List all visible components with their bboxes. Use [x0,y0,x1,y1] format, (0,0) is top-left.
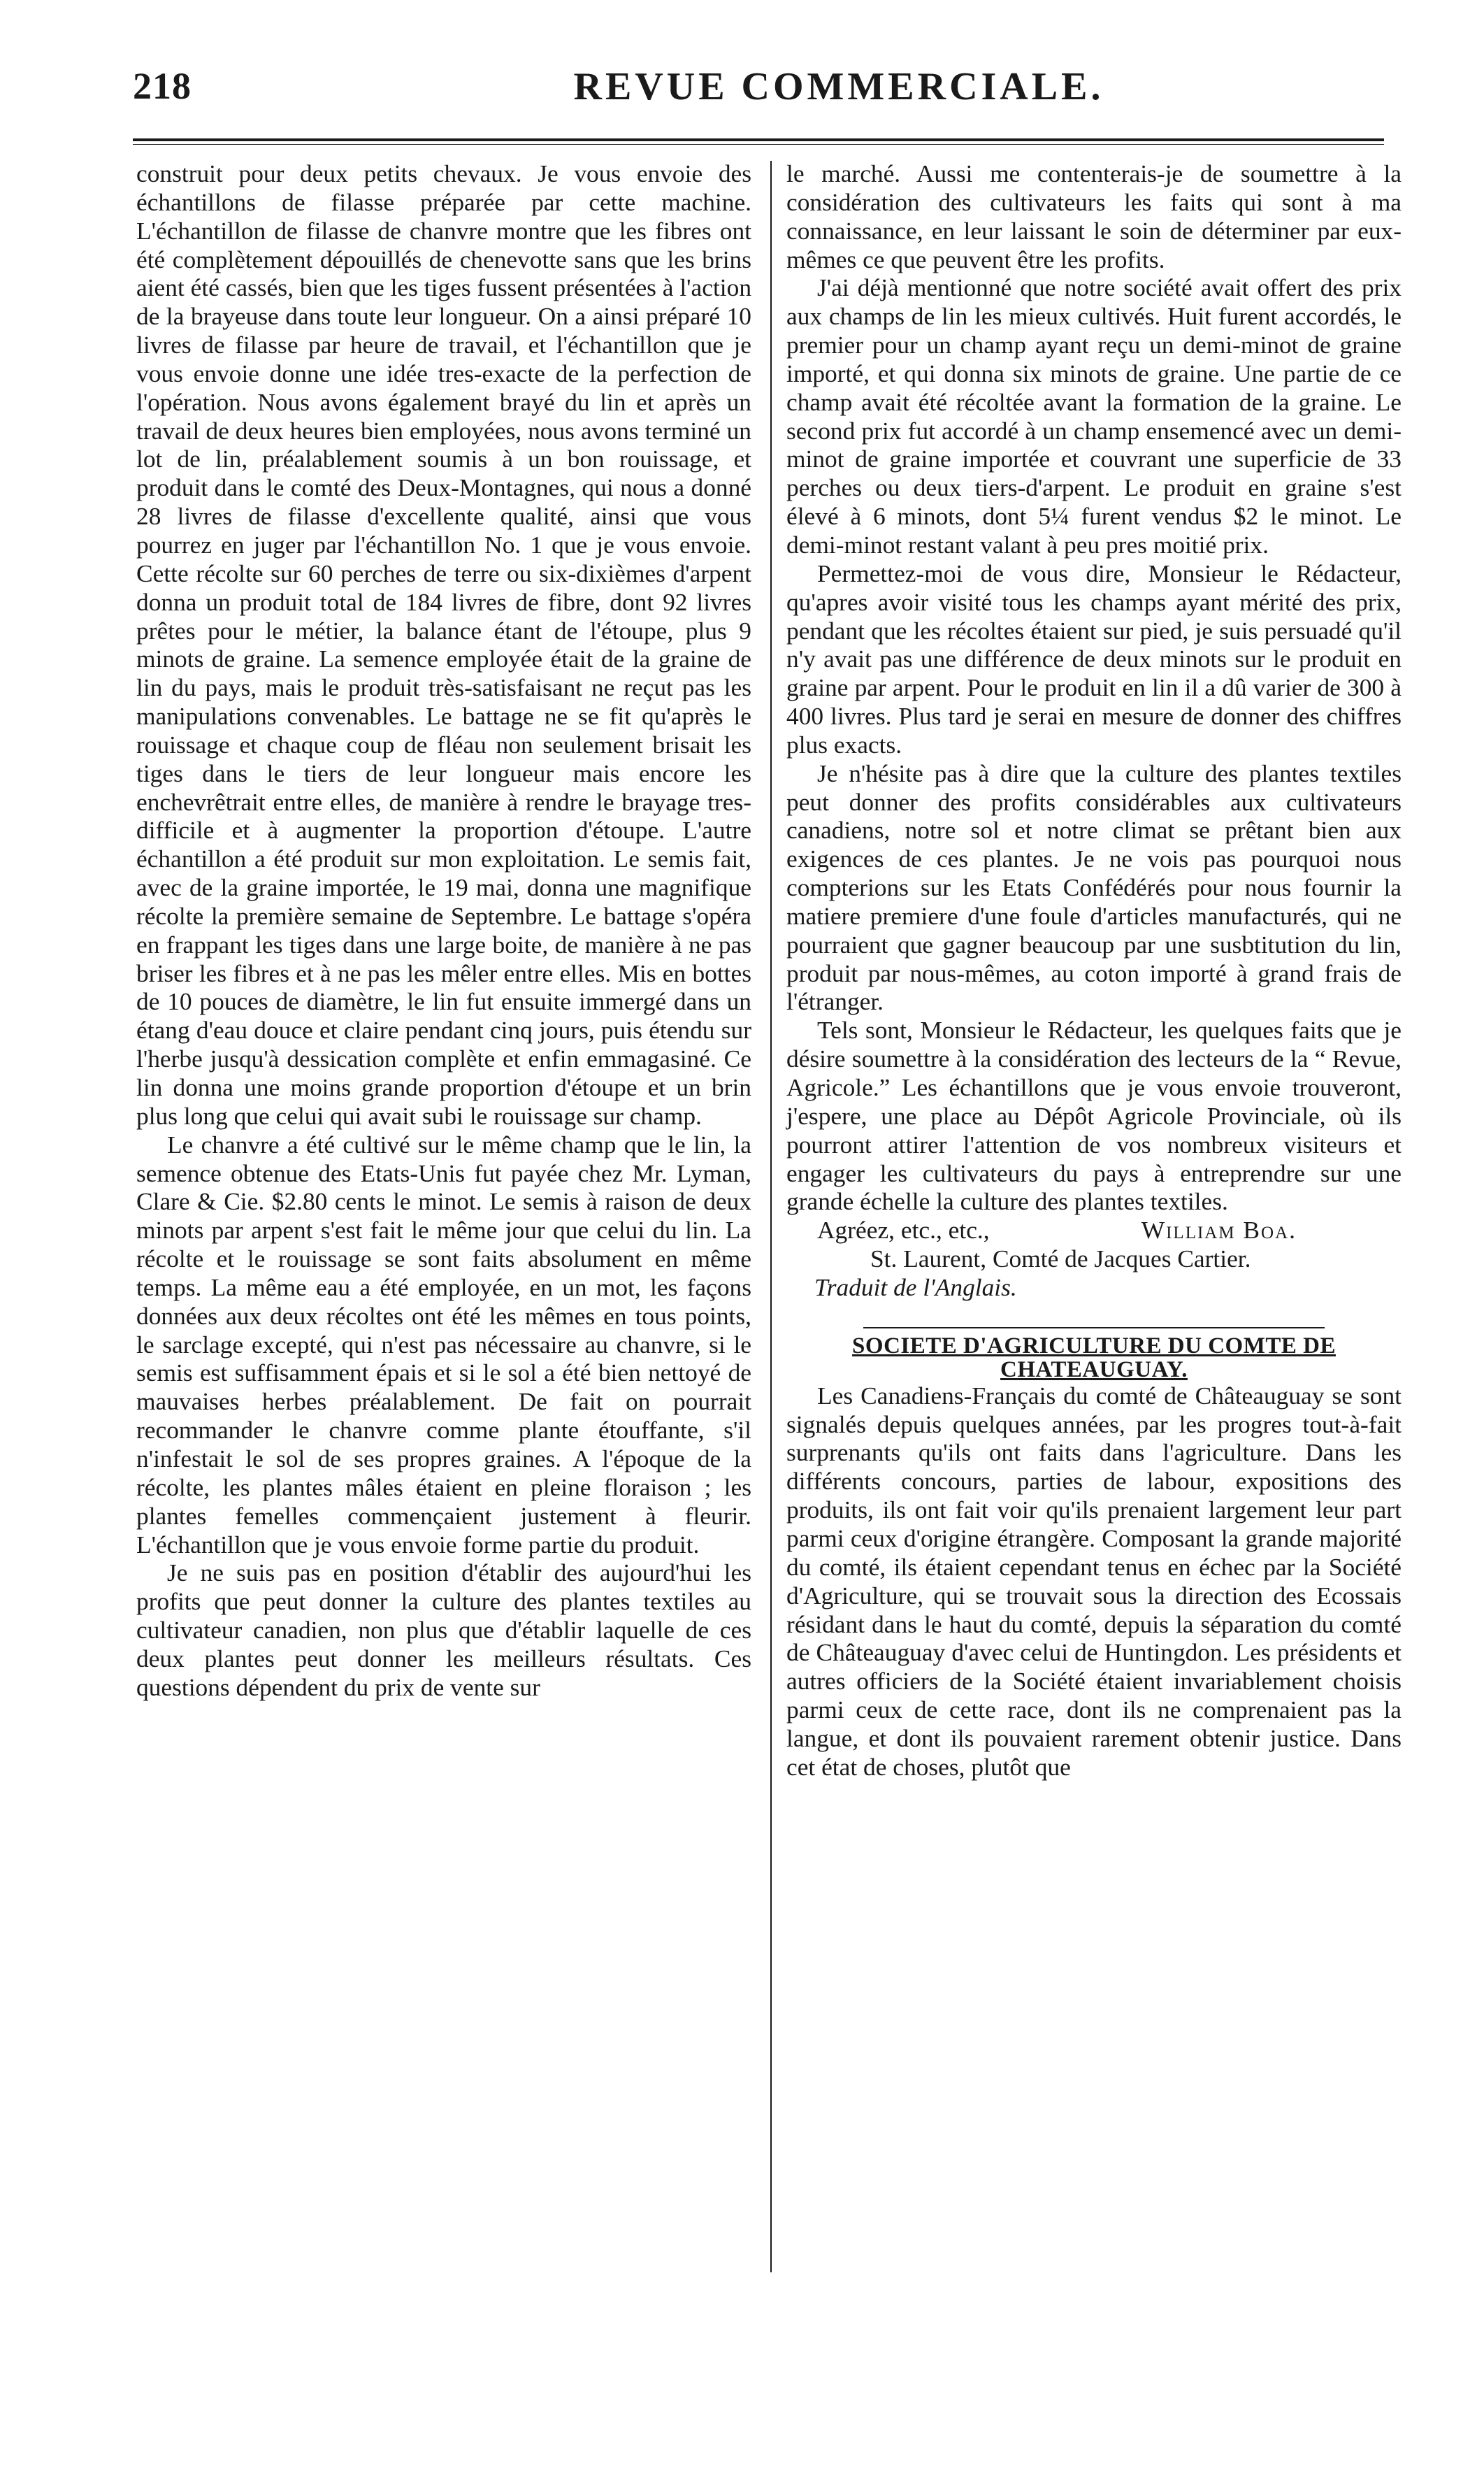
column-divider [770,161,772,2272]
signoff-greeting-line [786,1216,1402,1245]
paragraph: Les Canadiens-Français du comté de Châteauguay se sont signalés depuis quelques années, par les progres tout-à-fait surprenants qu'ils ont faits dans l'agriculture. Dans les différents concours, parties de labour, expositions des produits, ils ont fait voir qu'ils prenaient largement leur part parmi ceux d'origine étrangère. Composant la grande majorité du comté, ils étaient cependant tenus en échec par la Société d'Agriculture, qui se trouvait sous la direction des Ecossais résidant dans le haut du comté, depuis la séparation du comté de Châteauguay d'avec celui de Huntingdon. Les présidents et autres officiers de la Société étaient invariablement choisis parmi ceux de cette race, dont ils ne comprenaient pas la langue, et dont ils pouvaient rarement obtenir justice. Dans cet état de choses, plutôt que [786,1381,1402,1781]
paragraph: Je ne suis pas en position d'établir des aujourd'hui les profits que peut donner la culture des plantes textiles au cultivateur canadien, non plus que d'établir laquelle de ces deux plantes peut donner les meilleurs résultats. Ces questions dépendent du prix de vente sur [136,1558,751,1701]
paragraph: Tels sont, Monsieur le Rédacteur, les quelques faits que je désire soumettre à la considération des lecteurs de la “ Revue, Agricole.” Les échantillons que je vous envoie trouveront, j'espere, une place au Dépôt Agricole Provinciale, où ils pourront attirer l'attention de vos nombreux visiteurs et engager les cultivateurs du pays à entreprendre sur une grande échelle la culture des plantes textiles. [786,1016,1402,1216]
signoff-place: St. Laurent, Comté de Jacques Cartier. [870,1245,1251,1273]
paragraph: J'ai déjà mentionné que notre société avait offert des prix aux champs de lin les mieux cultivés. Huit furent accordés, le premier pour un champ ayant reçu un demi-minot de graine importé, et qui donna six minots de graine. Une partie de ce champ avait été récoltée avant la formation de la graine. Le second prix fut accordé à un champ ensemencé avec un demi-minot de graine importée et couvrant une superficie de 33 perches ou deux tiers-d'arpent. Le produit en graine s'est élevé à 6 minots, dont 5¼ furent vendus $2 le minot. Le demi-minot restant valant à peu pres moitié prix. [786,273,1402,559]
running-title: REVUE COMMERCIALE. [573,65,1104,108]
signoff-greeting: Agréez, etc., etc., [817,1216,990,1245]
header-rule-thin [133,144,1384,145]
paragraph: le marché. Aussi me contenterais-je de soumettre à la considération des cultivateurs les faits qui sont à ma connaissance, en leur laissant le soin de déterminer par eux-mêmes ce que peuvent être les profits. [786,159,1402,273]
paragraph: construit pour deux petits chevaux. Je vous envoie des échantillons de filasse préparée par cette machine. L'échantillon de filasse de chanvre montre que les fibres ont été complètement dépouillés de chenevotte sans que les brins aient été cassés, bien que les tiges fussent présentées à l'action de la brayeuse dans toute leur longueur. On a ainsi préparé 10 livres de filasse par heure de travail, et l'échantillon que je vous envoie donne une idée tres-exacte de la perfection de l'opération. Nous avons également brayé du lin et après un travail de deux heures bien employées, nous avons terminé un lot de lin, préalablement soumis à un bon rouissage, et produit dans le comté des Deux-Montagnes, qui nous a donné 28 livres de filasse d'excellente qualité, ainsi que vous pourrez en juger par l'échantillon No. 1 que je vous envoie. Cette récolte sur 60 perches de terre ou six-dixièmes d'arpent donna un produit total de 184 livres de fibre, dont 92 livres prêtes pour le métier, la balance étant de l'étoupe, plus 9 minots de graine. La semence employée était de la graine de lin du pays, mais le produit très-satisfaisant ne reçut pas les manipulations convenables. Le battage ne se fit qu'après le rouissage et chaque coup de fléau non seulement brisait les tiges dans le tiers de leur longueur mais encore les enchevrêtrait entre elles, de manière à rendre le brayage tres-difficile et à augmenter la proportion d'étoupe. L'autre échantillon a été produit sur mon exploitation. Le semis fait, avec de la graine importée, le 19 mai, donna une magnifique récolte la première semaine de Septembre. Le battage s'opéra en frappant les tiges dans une large boite, de manière à ne pas briser les fibres et à ne pas les mêler entre elles. Mis en bottes de 10 pouces de diamètre, le lin fut ensuite immergé dans un étang d'eau douce et claire pendant cinq jours, puis étendu sur l'herbe jusqu'à dessication complète et enfin emmagasiné. Ce lin donna une moins grande proportion d'étoupe et un brin plus long que celui qui avait subi le rouissage sur champ. [136,159,752,1130]
page-header [133,64,1377,120]
section-heading: SOCIETE D'AGRICULTURE DU COMTE DE CHATEAUGUAY. [852,1333,1336,1382]
paragraph: Permettez-moi de vous dire, Monsieur le Rédacteur, qu'apres avoir visité tous les champs ayant mérité des prix, pendant que les récoltes étaient sur pied, je suis persuadé qu'il n'y avait pas une différence de deux minots sur le produit en graine par arpent. Pour le produit en lin il a dû varier de 300 à 400 livres. Plus tard je serai en mesure de donner des chiffres plus exacts. [786,559,1402,759]
left-column [136,159,751,1702]
section-rule [863,1327,1325,1328]
page-number: 218 [133,65,192,107]
header-rule [133,138,1384,141]
paragraph: Je n'hésite pas à dire que la culture des plantes textiles peut donner des profits considérables aux cultivateurs canadiens, notre sol et notre climat se prêtant bien aux exigences de ces plantes. Je ne vois pas pourquoi nous compterions sur les Etats Confédérés pour nous fournir la matiere premiere d'une foule d'articles manufacturés, qui ne pourraient que gagner beaucoup par une susbtitution du lin, produit par nous-mêmes, au coton importé à grand frais de l'étranger. [786,759,1402,1016]
right-column [786,159,1402,1782]
signoff-translation-note: Traduit de l'Anglais. [814,1273,1017,1301]
signoff-name: William Boa. [1141,1216,1297,1245]
paragraph: Le chanvre a été cultivé sur le même champ que le lin, la semence obtenue des Etats-Unis fut payée chez Mr. Lyman, Clare & Cie. $2.80 cents le minot. Le semis à raison de deux minots par arpent s'est fait le même jour que celui du lin. La récolte et le rouissage se sont faits absolument en même temps. La même eau a été employée, en un mot, les façons données aux deux récoltes ont été les mêmes en tous points, le sarclage excepté, qui n'est pas nécessaire au chanvre, si le semis est suffisamment épais et si le sol a été bien nettoyé de mauvaises herbes préalablement. De fait on pourrait recommander le chanvre comme plante étouffante, s'il n'infestait le sol de ses propres graines. A l'époque de la récolte, les plantes mâles étaient en pleine floraison ; les plantes femelles commençaient justement à fleurir. L'échantillon que je vous envoie forme partie du produit. [136,1130,751,1558]
